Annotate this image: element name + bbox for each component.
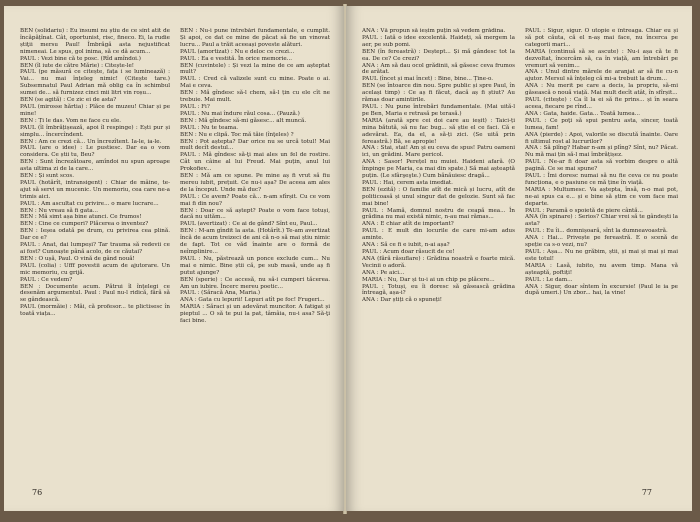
dialogue-paragraph: ANA : Nu merit pe care a decis, la propriu, să-mi găsească o nouă viață. Mai mult decît atât, în sfîrșit...: [525, 83, 678, 97]
dialogue-paragraph: MARIA : Nu, Dar și tu-i ai un chip pe plăcere...: [362, 276, 495, 283]
dialogue-paragraph: BEN : O ușă, Paul. O vină de gând nouă!: [20, 255, 135, 262]
dialogue-paragraph: PAUL : Acum doar răsucit de ce!: [362, 249, 455, 255]
left-page: [4, 6, 345, 511]
dialogue-paragraph: PAUL : (Săracă Ana, Maria.): [180, 290, 261, 297]
dialogue-paragraph: PAUL : Nu mai îndure răul cosa... (Pauză.): [180, 110, 300, 117]
dialogue-paragraph: PAUL (hotărît, intransigent) : Chiar de mâine, te-ajut să servi un mucenic. Un memoriu, cea care ne-a trimis aici.: [20, 179, 170, 200]
dialogue-paragraph: ANA : Sigur, doar sîntem în excursie! (Paul le ia pe după umeri.) Un zbor... hai, la vine!: [525, 283, 678, 297]
dialogue-paragraph: PAUL : Anat, dai lumpeși? Tar trauma să redevii ce ai fost? Cunoaște până acolo, de ce căutai?: [20, 242, 170, 255]
dialogue-paragraph: PAUL : Cred că valizele sunt cu mine. Poate o ai. Mai e ceva.: [180, 76, 330, 90]
dialogue-paragraph: ANA : Să plîng? Habar n-am și plîng? Sînt, nu? Păcat. Nu mă mai țin să-l mai îmbrățișez.: [525, 145, 678, 159]
dialogue-paragraph: PAUL : E mult din locurile de care mi-am adus aminte.: [362, 228, 515, 242]
dialogue-paragraph: BEN : Sunt încrezătoare, amîndoi nu spun aproape asta ultima zi de la care...: [20, 159, 170, 173]
dialogue-paragraph: PAUL : Vezi bine că te posc. (Rîd amîndoi.): [20, 55, 141, 62]
dialogue-paragraph: ANA : Hai... Privește pe fereastră. E o scenă de speție ca s-o vezi, nu?: [525, 235, 678, 249]
dialogue-paragraph: PAUL : Ea e vestită. În orice memorie...: [180, 55, 292, 62]
right-page: [346, 6, 692, 511]
dialogue-paragraph: ANA : Pe aici...: [362, 269, 405, 276]
dialogue-paragraph: BEN : Ți le das. Vom ne face cu ele.: [20, 117, 122, 124]
dialogue-paragraph: PAUL (amortizat) : Nu e deloc ce crezi...: [180, 48, 295, 55]
dialogue-paragraph: PAUL : Ce avem? Poate că... n-am sfîrșit. Cu ce vom mai fi din nou?: [180, 193, 330, 207]
left-page-columns: [20, 28, 330, 481]
dialogue-paragraph: BEN (îl iute de către Mărie) : Citește-le!: [20, 62, 135, 69]
dialogue-paragraph: ANA (fără răsuflare) : Grădina noastră e foarte mică. Vecinii o adoră.: [362, 255, 515, 269]
dialogue-paragraph: ANA : Stai, stai! Am și eu ceva de spus! Patru oameni ici, un grădini. Mare pericol.: [362, 145, 515, 159]
dialogue-paragraph: PAUL : Nu pune întrebări fundamentale. (Mai uită-l pe Ben, Maria e retrasă pe terasă.): [362, 103, 515, 117]
dialogue-paragraph: MARIA : Multumesc. Va aștepta, însă, n-o mai pot, ne-ai spus ca e... și e bine să știm ce vom face mai departe.: [525, 186, 678, 207]
left-column-1: [20, 28, 170, 481]
dialogue-paragraph: BEN : Mă gîndesc să-l chem, să-l țin cu ele cît ne trebuie. Mai mult.: [180, 90, 330, 104]
dialogue-paragraph: ANA : Gata cu lepurii! Lepuri atît pe foc! Frugeri...: [180, 297, 325, 304]
dialogue-paragraph: PAUL : Așa... Nu ne grăbim, știi, și mai și mai și mai este totul!: [525, 249, 678, 262]
dialogue-paragraph: PAUL (mirosse hărtia) : Plăce de muzeu! Chiar și pe mine!: [20, 103, 170, 117]
dialogue-paragraph: ANA (pierde) : Apoi, valorile se discută înainte. Oare fi ultimul rost al lucrurilor?: [525, 131, 678, 145]
dialogue-paragraph: PAUL : Le dam...: [525, 276, 573, 283]
dialogue-paragraph: BEN : Mă simt așa bine atunci. Ce frumos!: [20, 214, 142, 221]
dialogue-paragraph: PAUL : Fi?: [180, 103, 210, 110]
dialogue-paragraph: MARIA : Săraci și un adevărat muncitor. A fatigat și pieptul ... O să te pui la pat, tâmâia, nu-i asa? Să-ţi faci bine.: [180, 304, 330, 325]
dialogue-paragraph: BEN : Documente acum. Pătrui îl înțelegi ce desenăm argumentul. Paul : Paul nu-l ridică, fără să se gândească.: [20, 283, 170, 304]
dialogue-paragraph: PAUL (colia) : Ufff povestii acum de ajutorare. Un mic memoriu, cu grijă.: [20, 262, 170, 276]
dialogue-paragraph: BEN : Doar ce să aștept? Poate o vom face totuși, dacă nu uităm...: [180, 207, 330, 221]
dialogue-paragraph: BEN (ezită) : O familie atît de mică și lucru, atît de politicoasă și unul singur dat de gelozie. Sunt să fac mai bine!: [362, 186, 515, 207]
dialogue-paragraph: ANA : Gata, haide. Gata... Toată lumea...: [525, 110, 641, 117]
dialogue-paragraph: BEN : Nu e clipă. Toc mă tăie (înţeles) ?: [180, 131, 294, 138]
dialogue-paragraph: MARIA : Lasă, iubito, nu avem timp. Mana vă așteaptă, poftiți!: [525, 262, 678, 276]
dialogue-paragraph: MARIA (arată spre cei doi care au ieșit) : Taici-ți mina bătută, să nu fac bug... să știe el ce faci. Că e adevărat. Ea, da el, a să-ți zici. (Se uită prin fereastră.) Bă, se apropie!: [362, 117, 515, 145]
dialogue-paragraph: PAUL (pe măsură ce citește, fața i se luminează) : Vai... nu mai înțeleg nimic! (Citește tare.) Subsemnatul Paul Adrian mă oblig ca în schimbul sumei de... să furnizez cinci mii litri vin roșu...: [20, 69, 170, 97]
dialogue-paragraph: PAUL (îl îmbrățișează, apoi îl respinge) : Ești pur și simplu... încercîndent.: [20, 124, 170, 138]
page-number-left: 76: [32, 488, 43, 497]
dialogue-paragraph: BEN : Am ce crezi că... Un încrezîtent. Ia-le, ia-le.: [20, 138, 162, 145]
dialogue-paragraph: PAUL : Nu, păstrează un ponce exclude cum... Nu mai e nimic. Bine știi că, pe sub masă, unde aș fi putut ajunge?: [180, 255, 330, 276]
dialogue-paragraph: MARIA (continuă să se ascute) : Nu-i așa că te fi dezvoltat, încercăm să, ca în viață, am întrebări pe vremuri să venim...: [525, 48, 678, 69]
dialogue-paragraph: ANA : Vă propun să ieșim puțin să vedem grădina.: [362, 28, 506, 34]
dialogue-paragraph: PAUL : Mă gîndesc să-ţi mai ales un fel de rostire. Cât un câine al lui Freud. Mai puțin, anul lui Prokofiev...: [180, 152, 330, 173]
dialogue-paragraph: PAUL : Paramă o spoietă de piere cântă...: [525, 207, 643, 214]
dialogue-paragraph: ANA : Dar știți că o spuneți!: [362, 297, 443, 304]
dialogue-paragraph: PAUL : Iată o idee excelentă. Haideți, să mergem la aer, pe sub pomi.: [362, 34, 515, 48]
dialogue-paragraph: PAUL : Mamă, domnul nostru de ceapă mea... În grădina nu mai există nimic, n-au mai rămas...: [362, 207, 515, 221]
dialogue-paragraph: PAUL : Îmi doresc numai să nu fie ceva ce nu poate funcționa, e o pasiune ce mă ține în viață.: [525, 173, 678, 186]
right-page-columns: [362, 28, 678, 481]
dialogue-paragraph: PAUL : Ne-ar fi doar asta să vorbim despre o altă pagină. Ce se mai spune?: [525, 159, 678, 173]
dialogue-paragraph: PAUL : Totuși, eu îi doresc să găsească grădina întreagă, așa-i?: [362, 283, 515, 297]
dialogue-paragraph: BEN (cuvintele) : Și vezi la mine de ce am așteptat mult?: [180, 62, 330, 76]
dialogue-paragraph: BEN : M-am gîndit la asta. (Hotărît.) Te-am avertizat încă de acum treizeci de ani că n-o să mai știu nimic de fapt. Tot ce văd înainte are o formă de neîmplinire...: [180, 228, 330, 255]
dialogue-paragraph: ANA : Unul dintre mărele de aranjat ar să fie cu-n ajutor. Mersul să înțeleg că mi-a trebuit la drum...: [525, 69, 678, 83]
dialogue-paragraph: BEN (sperie) : Ce accesă, nu să-i cumperi tăcerea. Am un iubire. Încerc mereu poetic...: [180, 276, 330, 290]
dialogue-paragraph: BEN (se agită) : Ce zic ei de asta?: [20, 97, 117, 104]
dialogue-paragraph: PAUL : Ce poţi să spui pentru asta, sincer, toată lumea, fam!: [525, 117, 678, 131]
left-column-2: [180, 28, 330, 481]
dialogue-paragraph: PAUL : Hai, cerem asta imediat.: [362, 179, 453, 186]
dialogue-paragraph: BEN : Ieșea odată pe drum, cu privirea cea plină. Dar ce e?: [20, 228, 170, 242]
dialogue-paragraph: ANA : Am să dau ocol grădinii, să găsesc ceva frumos de arătat.: [362, 62, 515, 76]
dialogue-paragraph: BEN : Mă am ce spune. Pe mine aș fi vrut să fiu mereu iubit, prețuit. Ce nu-i așa? De aceea am ales de la început. Unde mă duc?: [180, 173, 330, 193]
right-column-1: [362, 28, 515, 481]
dialogue-paragraph: PAUL : Am ascultat cu privire... o mare lucrare...: [20, 200, 159, 207]
dialogue-paragraph: BEN (solidariu) : Eu însumi nu știu de ce sînt atît de încăpățînat. Cât, oportunist, risc, fineco. Ei, la rudie știţii mersu Paul! Îmbrăgă asta nejustificat nimeneai. Le spus, gol inima, să ce dă acum...: [20, 28, 170, 55]
dialogue-paragraph: PAUL (citește) : Ca îl la ei să fie prins... și în seara aceea, fiecare pe rînd...: [525, 97, 678, 110]
dialogue-paragraph: PAUL : Ce vedem?: [20, 276, 73, 283]
page-number-right: 77: [641, 488, 652, 497]
dialogue-paragraph: PAUL (avertizat) : Ce ai de gând? Sînt eu, Paul...: [180, 221, 318, 228]
dialogue-paragraph: PAUL (mormăie) : Măi, că profesor... te plictisesc în toată viața...: [20, 304, 170, 318]
dialogue-paragraph: BEN : Și sunt scos.: [20, 173, 75, 180]
dialogue-paragraph: BEN (în fereastră) : Deștept... Și mă gândesc tot la ea. De ce? Ce crezi?: [362, 48, 515, 62]
dialogue-paragraph: BEN : Nu-i pune întrebări fundamentale, e cumplit. Și apoi, ce dat ce mine de păcat să fie un vinovat lucru... Paul a trăit aceeași poveste alături.: [180, 28, 330, 48]
dialogue-paragraph: BEN : Nu vreau să fi gata...: [20, 207, 98, 214]
dialogue-paragraph: BEN : Pot aștepta? Dar orice nu se urcă totul! Mai mult decît destul...: [180, 138, 330, 152]
dialogue-paragraph: BEN : Cine ce cumperi? Plăcerea o inventez?: [20, 221, 149, 228]
dialogue-paragraph: BEN : Mă gîndesc să-mi găsesc... alt muncă.: [180, 117, 307, 124]
dialogue-paragraph: PAUL (are o idee) : Le pustiesc. Dar ea o vom considera. Ce știi tu, Beu?: [20, 145, 170, 159]
dialogue-paragraph: ANA : Sasor! Perețel nu muiei. Haideni afară. (O împinge pe Maria, ca mai din spate.) Să mai așteaptă puțin. (Le sfârşeşte.) Cum bănăuiesc dragă...: [362, 159, 515, 180]
dialogue-paragraph: BEN (se întoarce din nou. Spre public și spre Paul, în același timp) : Ce aș fi făcut, dacă aș fi știut? Au rămas doar amintirile.: [362, 83, 515, 104]
dialogue-paragraph: ANA : Să ce fi e iubit, n-ai așa?: [362, 242, 450, 249]
dialogue-paragraph: PAUL (încet și mai încet) : Bine, bine... Ține-o.: [362, 76, 494, 83]
dialogue-paragraph: PAUL : Nu te teama.: [180, 124, 239, 131]
dialogue-paragraph: PAUL : Eu îi... domnișoară, sînt la dumneavoastră.: [525, 228, 668, 235]
dialogue-paragraph: PAUL : Sigur, sigur. O utopie e întreaga. Chiar eu și să pot căuta, că el n-aș mai face, nu încerca pe categorii mari...: [525, 28, 678, 48]
dialogue-paragraph: ANA : E chiar atît de important?: [362, 221, 454, 228]
right-column-2: [525, 28, 678, 481]
dialogue-paragraph: ANA (în spinare) : Serios? Chiar vrei să te gândești la asta?: [525, 214, 678, 228]
